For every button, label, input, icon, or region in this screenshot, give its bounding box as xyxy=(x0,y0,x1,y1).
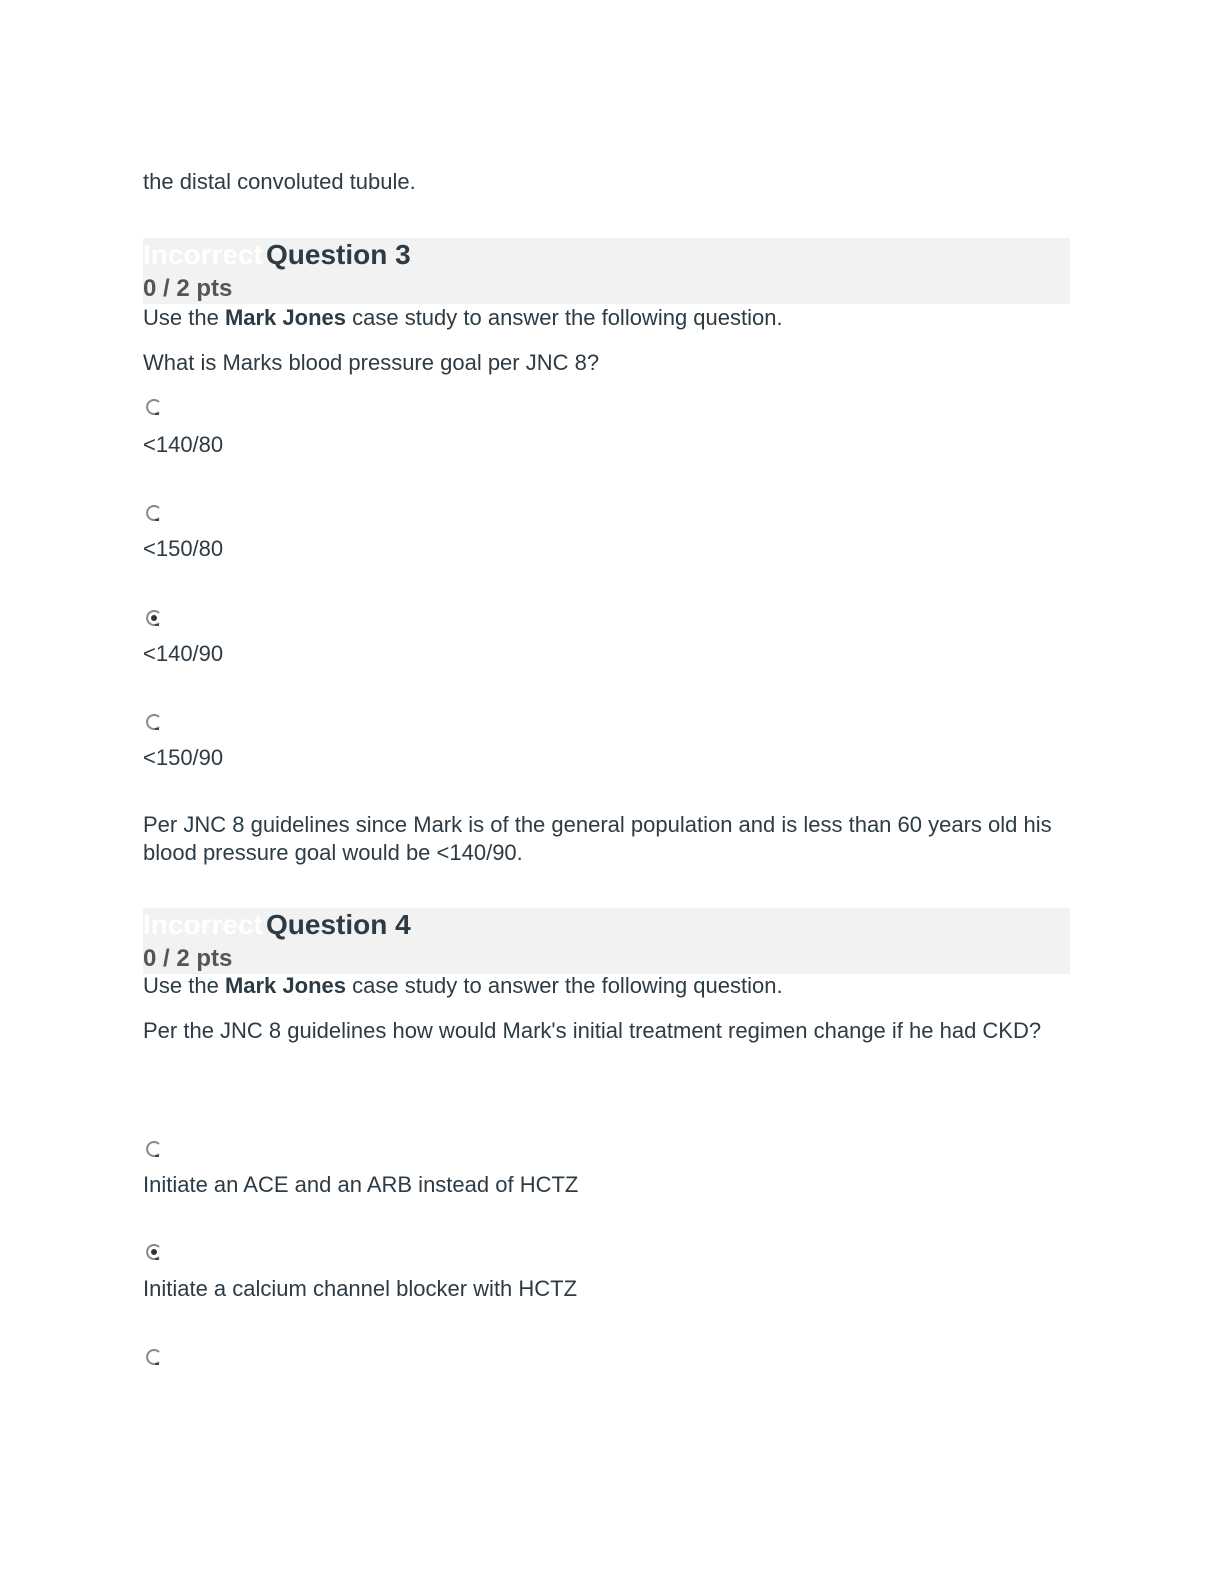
option-label: <140/90 xyxy=(143,641,224,666)
question-3-instruction xyxy=(143,304,783,332)
case-study-name: Mark Jones xyxy=(224,305,346,330)
radio-selected-icon[interactable] xyxy=(144,608,164,628)
radio-unselected-icon[interactable] xyxy=(144,1139,164,1159)
question-4-points: 0 / 2 pts xyxy=(143,945,233,972)
radio-unselected-icon[interactable] xyxy=(144,712,164,732)
question-4-instruction xyxy=(143,972,783,1000)
question-3-points: 0 / 2 pts xyxy=(143,275,233,302)
radio-selected-icon[interactable] xyxy=(144,1242,164,1262)
question-3-prompt: What is Marks blood pressure goal per JNC 8? xyxy=(143,350,600,375)
question-3-status: Incorrect xyxy=(143,239,263,270)
previous-answer-text: the distal convoluted tubule. xyxy=(143,169,416,194)
option-label: <140/80 xyxy=(143,432,224,457)
instruction-text: case study to answer the following question. xyxy=(346,973,783,998)
question-3-title: Question 3 xyxy=(266,239,411,270)
question-4-status: Incorrect xyxy=(143,909,263,940)
instruction-text: Use the xyxy=(143,973,225,998)
radio-unselected-icon[interactable] xyxy=(144,397,164,417)
instruction-text: Use the xyxy=(143,305,225,330)
question-4-prompt: Per the JNC 8 guidelines how would Mark's initial treatment regimen change if he had CKD? xyxy=(143,1018,1042,1043)
option-label: Initiate a calcium channel blocker with HCTZ xyxy=(143,1276,578,1301)
question-4-title: Question 4 xyxy=(266,909,411,940)
radio-unselected-icon[interactable] xyxy=(144,503,164,523)
case-study-name: Mark Jones xyxy=(224,973,346,998)
option-label: Initiate an ACE and an ARB instead of HCTZ xyxy=(143,1172,579,1197)
option-label: <150/90 xyxy=(143,745,224,770)
question-3-explanation: Per JNC 8 guidelines since Mark is of the general population and is less than 60 years old his blood pressure goal would be <140/90. xyxy=(143,812,1052,865)
option-label: <150/80 xyxy=(143,536,224,561)
instruction-text: case study to answer the following question. xyxy=(346,305,783,330)
radio-unselected-icon[interactable] xyxy=(144,1347,164,1367)
